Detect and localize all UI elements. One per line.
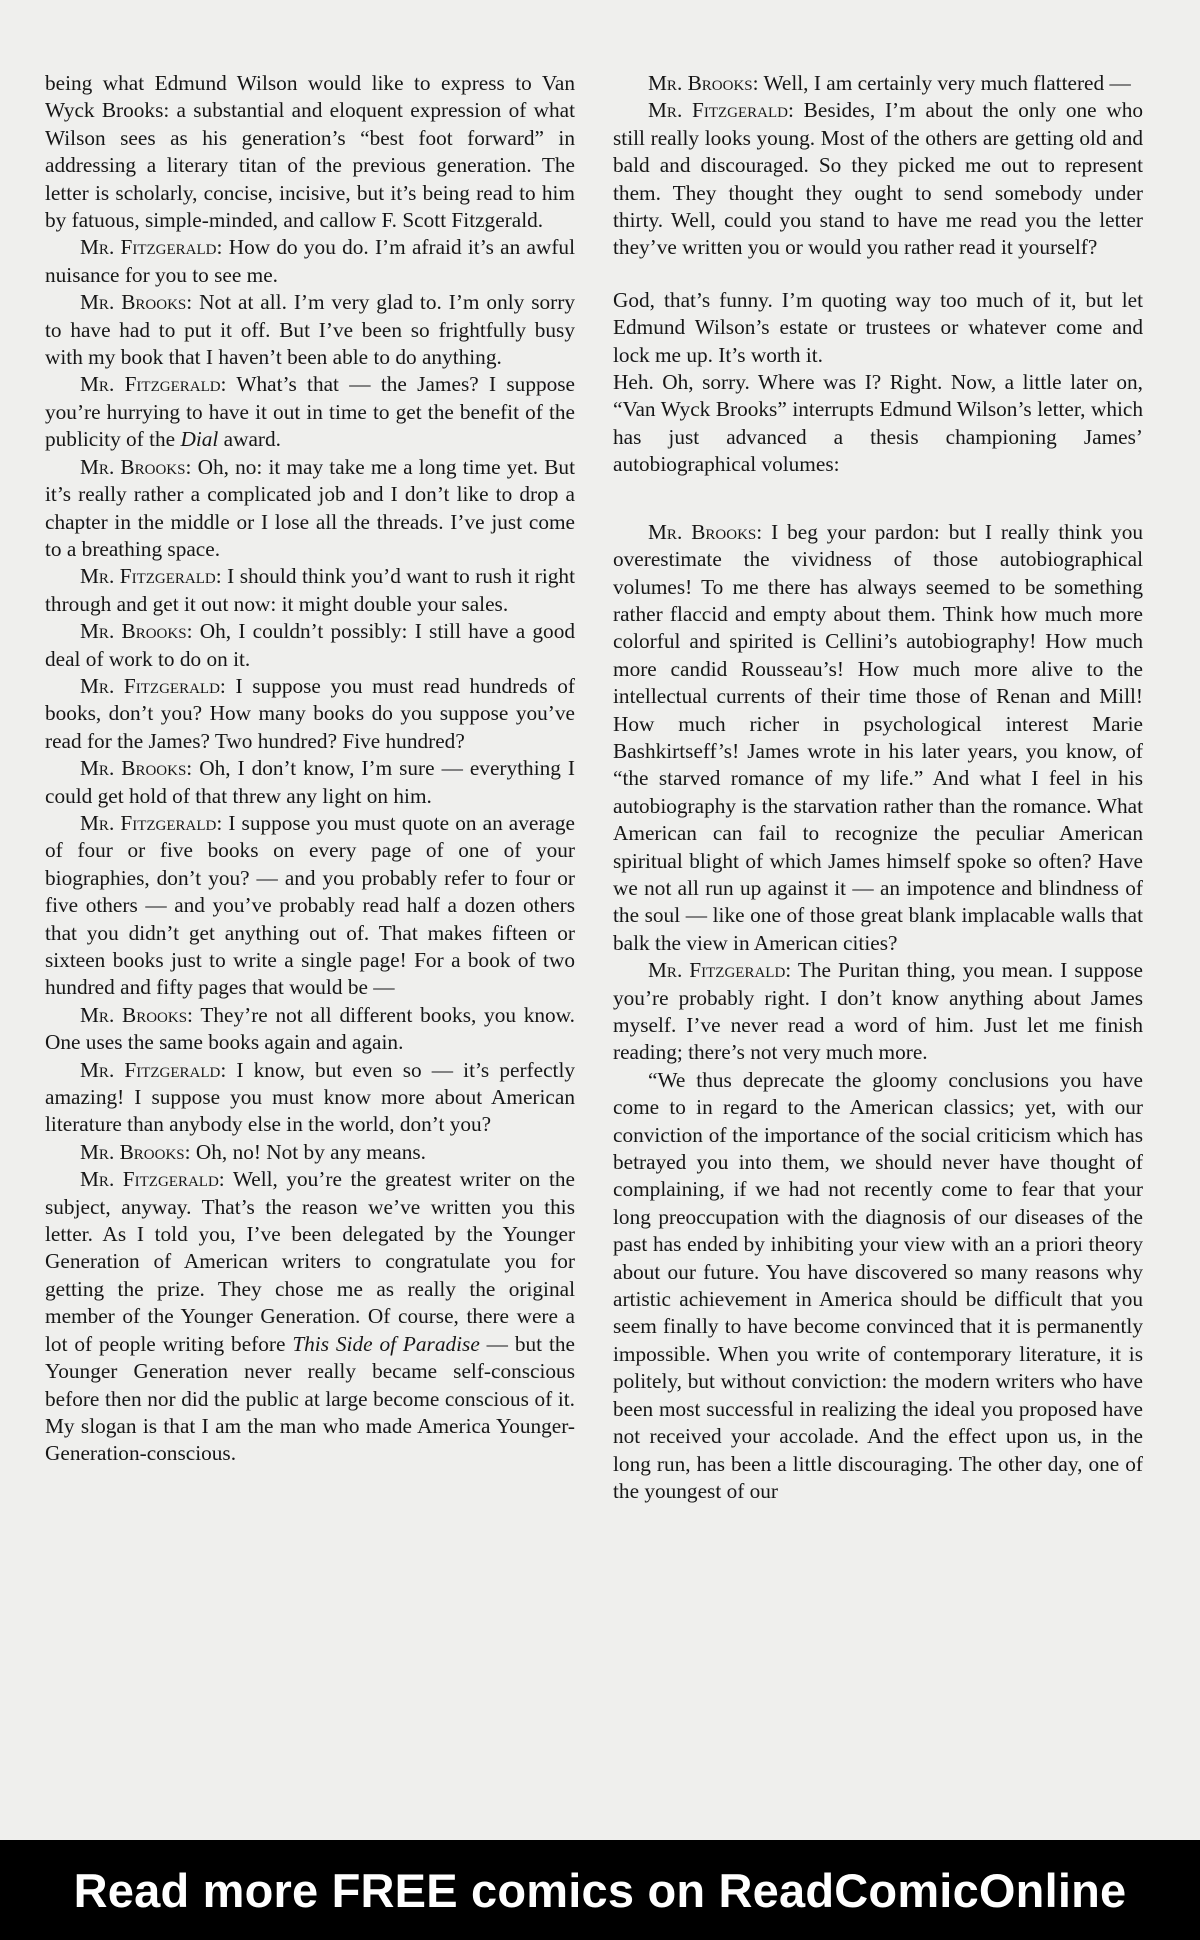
dialogue-text: Besides, I’m about the only one who still really looks young. Most of the others are getting old and bald and discouraged. So they picked me out to represent them. They thought they ought to send somebody under thirty. Well, could you stand to have me read you the letter they’ve written you or would you rather read it yourself? [613,98,1144,260]
dialogue-text: I know, but even so — it’s perfectly amazing! I suppose you must know more about American literature than anybody else in the world, don’t you? [45,1057,576,1137]
dialogue-line [613,957,1143,1067]
promo-banner[interactable] [0,1840,1200,1940]
dialogue-line [45,1002,575,1057]
speaker-label: Mr. Fitzgerald: [80,673,226,698]
promo-banner-text[interactable]: Read more FREE comics on ReadComicOnline [73,1863,1127,1917]
speaker-label: Mr. Brooks: [648,519,763,544]
speaker-label: Mr. Fitzgerald: [80,235,223,260]
dialogue-line [45,673,575,755]
speaker-label: Mr. Brooks: [80,1002,193,1027]
dialogue-text: I should think you’d want to rush it right through and get it out now: it might double your sales. [45,564,575,616]
dialogue-line [613,97,1143,261]
dialogue-line [45,454,575,564]
italic-title: This Side of Paradise [292,1331,480,1356]
dialogue-line [45,810,575,1002]
speaker-label: Mr. Fitzgerald: [80,564,222,589]
dialogue-line [45,289,575,371]
speaker-label: Mr. Fitzgerald: [80,1057,227,1082]
speaker-label: Mr. Brooks: [80,756,193,781]
dialogue-line [45,618,575,673]
dialogue-text: Oh, I don’t know, I’m sure — everything I could get hold of that threw any light on him. [45,756,575,808]
speaker-label: Mr. Fitzgerald: [648,958,792,983]
left-column [45,70,575,1468]
dialogue-text: award. [218,427,282,452]
italic-title: Dial [180,427,219,452]
dialogue-text: What’s that — the James? I suppose you’re hurrying to have it out in time to get the benefit of the publicity of the [45,372,576,452]
dialogue-text: Oh, I couldn’t possibly: I still have a good deal of work to do on it. [45,619,575,671]
speaker-label: Mr. Brooks: [80,290,193,315]
dialogue-line [45,234,575,289]
dialogue-text: Oh, no! Not by any means. [190,1139,426,1164]
dialogue-text: How do you do. I’m afraid it’s an awful nuisance for you to see me. [45,235,575,287]
narration-paragraph: Heh. Oh, sorry. Where was I? Right. Now, a little later on, “Van Wyck Brooks” interrupts Edmund Wilson’s letter, which has just advanced a thesis championing James’ autobiographical volumes: [613,370,1143,477]
dialogue-text: I beg your pardon: but I really think you overestimate the vividness of those autobiographical volumes! To me there has always seemed to be something rather flaccid and empty about them. Think how much more colorful and spirited is Cellini’s autobiography! How much more candid Rousseau’s! How much more alive to the intellectual currents of their time those of Renan and Mill! How much richer in psychological interest Marie Bashkirtseff’s! James wrote in his later years, you know, of “the starved romance of my life.” And what I feel in his autobiography is the starvation rather than the romance. What American can fail to recognize the peculiar American spiritual blight of which James himself spoke so often? Have we not all run up against it — an impotence and blindness of the soul — like one of those great blank implacable walls that balk the view in American cities? [613,519,1143,955]
letter-quote-paragraph: “We thus deprecate the gloomy conclusions you have come to in regard to the American classics; yet, with our conviction of the importance of the social criticism which has betrayed you into them, we should never have thought of complaining, if we had not recently come to fear that your long preoccupation with the diagnosis of our diseases of the past has ended by inhibiting your view with an a priori theory about our future. You have discovered so many reasons why artistic achievement in America should be difficult that you seem finally to have become convinced that it is permanently impossible. When you write of contemporary literature, it is politely, but without conviction: the modern writers who have been most successful in realizing the ideal you proposed have not received your accolade. And the effect upon us, in the long run, has been a little discouraging. The other day, one of the youngest of our [613,1067,1143,1503]
dialogue-line [45,1139,575,1166]
dialogue-text: Well, you’re the greatest writer on the subject, anyway. That’s the reason we’ve written you this letter. As I told you, I’ve been delegated by the Younger Generation of American writers to congratulate you for getting the prize. They chose me as really the original member of the Younger Generation. Of course, there were a lot of people writing before [45,1167,575,1356]
speaker-label: Mr. Brooks: [80,454,192,479]
dialogue-line [45,1057,575,1139]
speaker-label: Mr. Brooks: [648,71,759,95]
dialogue-text: I suppose you must quote on an average of four or five books on every page of one of your biographies, don’t you? — and you probably refer to four or five others — and you’ve probably read half a dozen others that you didn’t get anything out of. That makes fifteen or sixteen books just to write a single page! For a book of two hundred and fifty pages that would be — [45,810,576,1000]
speaker-label: Mr. Fitzgerald: [80,372,227,397]
dialogue-line [45,755,575,810]
dialogue-text: Not at all. I’m very glad to. I’m only sorry to have had to put it off. But I’ve been so frightfully busy with my book that I haven’t been able to do anything. [45,290,575,370]
dialogue-text: They’re not all different books, you know. One uses the same books again and again. [45,1002,576,1055]
speaker-label: Mr. Fitzgerald: [80,810,223,835]
right-column [613,70,1143,1505]
dialogue-text: The Puritan thing, you mean. I suppose you’re probably right. I don’t know anything about James myself. I’ve never read a word of him. Just let me finish reading; there’s not very much more. [613,958,1143,1065]
speaker-label: Mr. Brooks: [80,1139,191,1164]
dialogue-text: Oh, no: it may take me a long time yet. But it’s really rather a complicated job and I don’t like to drop a chapter in the middle or I lose all the threads. I’ve just come to a breathing space. [45,454,576,561]
speaker-label: Mr. Fitzgerald: [648,98,794,123]
intro-paragraph: being what Edmund Wilson would like to express to Van Wyck Brooks: a substantial and eloquent expression of what Wilson sees as his generation’s “best foot forward” in addressing a literary titan of the previous generation. The letter is scholarly, concise, incisive, but it’s being read to him by fatuous, simple-minded, and callow F. Scott Fitzgerald. [45,71,575,233]
speaker-label: Mr. Brooks: [80,619,193,644]
dialogue-text: I suppose you must read hundreds of books, don’t you? How many books do you suppose you’ve read for the James? Two hundred? Five hundred? [45,673,576,753]
dialogue-line [613,70,1143,97]
speaker-label: Mr. Fitzgerald: [80,1167,225,1192]
dialogue-line [45,371,575,453]
dialogue-text: Well, I am certainly very much flattered — [758,71,1131,95]
dialogue-line [45,1166,575,1467]
narration-paragraph: God, that’s funny. I’m quoting way too much of it, but let Edmund Wilson’s estate or trustees or whatever come and lock me up. It’s worth it. [613,287,1143,367]
dialogue-line [613,519,1143,958]
dialogue-text: — but the Younger Generation never really became self-conscious before then nor did the public at large become conscious of it. My slogan is that I am the man who made America Younger-Generation-conscious. [45,1331,575,1466]
dialogue-line [45,563,575,618]
